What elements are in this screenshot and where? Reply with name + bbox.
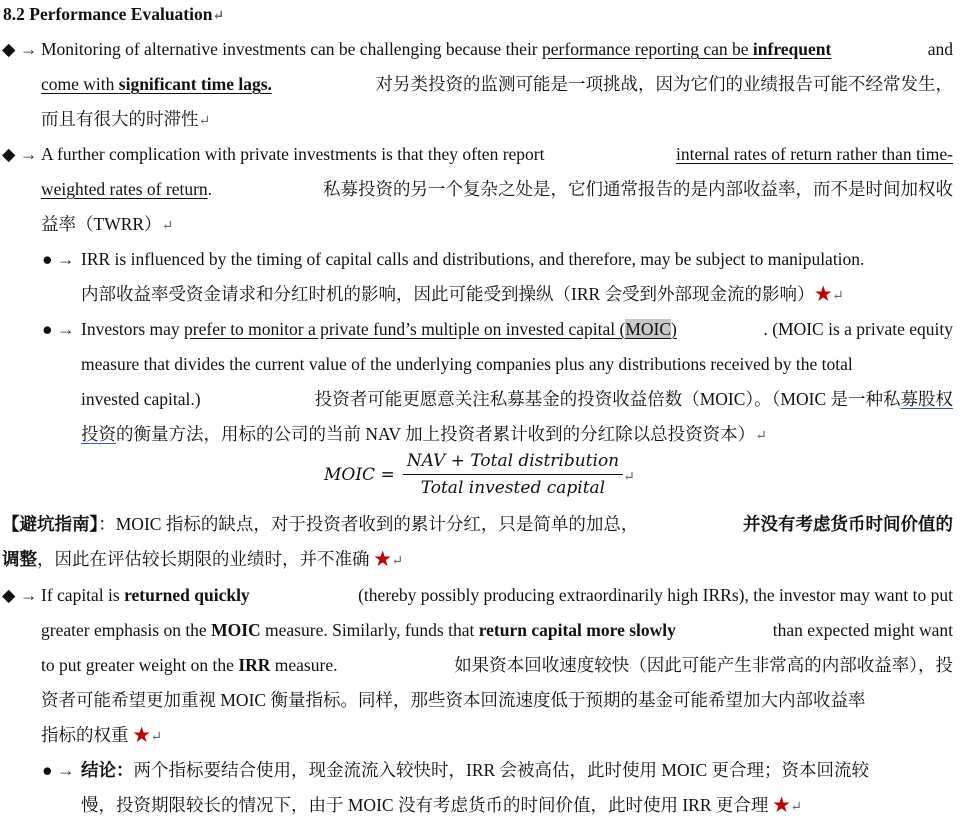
p3-line-4: 资者可能希望更加重视 MOIC 衡量指标。同样，那些资本回流速度低于预期的基金可能希望加大内部收益率 [41,690,866,710]
s2-line-1: Investors may prefer to monitor a private fund’s multiple on invested capital (MOIC) . (MOIC is a private equity [81,319,953,339]
paragraph-mark: ↵ [212,9,225,24]
p3-line-1: If capital is returned quickly (thereby possibly producing extraordinarily high IRRs), the investor may want to put [41,585,953,605]
section-heading: 8.2 Performance Evaluation↵ [3,4,225,24]
star-icon: ★ [132,725,151,745]
s2-line-3: invested capital.) 投资者可能更愿意关注私募基金的投资收益倍数（MOIC）。（MOIC 是一种私募股权 [81,389,953,409]
moic-formula: MOIC = $\frac{\text{NAV + Total distribution}}{\text{Total invested capital}}$ ↵ [324,451,635,498]
p2-line-3: 益率（TWRR）↵ [41,214,174,234]
s3-line-1: 结论：两个指标要结合使用，现金流流入较快时，IRR 会被高估，此时使用 MOIC 更合理；资本回流较 [81,760,869,780]
formula-denominator: Total invested capital [420,478,606,498]
p3-line-2: greater emphasis on the MOIC measure. Similarly, funds that return capital more slowly than expected might want [41,620,953,640]
tip-line-2: 调整，因此在评估较长期限的业绩时，并不准确 ★↵ [2,549,404,569]
p2-line-2: weighted rates of return. 私募投资的另一个复杂之处是，它们通常报告的是内部收益率，而不是时间加权收 [41,179,953,199]
s1-line-1: IRR is influenced by the timing of capital calls and distributions, and therefore, may be subject to manipulation. [81,249,865,269]
p1-line-3: 而且有很大的时滞性↵ [41,109,211,129]
tip-label: 【避坑指南】 [2,514,99,534]
p3-line-5: 指标的权重 ★↵ [41,725,163,745]
p3-line-3: to put greater weight on the IRR measure. 如果资本回收速度较快（因此可能产生非常高的内部收益率），投 [41,655,953,675]
conclusion-label: 结论： [81,760,134,780]
tip-line-1: 【避坑指南】：MOIC 指标的缺点，对于投资者收到的累计分红，只是简单的加总， 并没有考虑货币时间价值的 [2,514,953,534]
star-icon: ★ [814,284,833,304]
diamond-bullet-icon: ◆ → [2,39,38,59]
formula-fraction [403,450,623,499]
star-icon: ★ [373,549,392,569]
p1-line-1: Monitoring of alternative investments can be challenging because their performance reporting can be infrequent and [41,39,953,59]
dot-bullet-icon: ● → [42,249,75,269]
star-icon: ★ [772,795,791,815]
s3-line-2: 慢，投资期限较长的情况下，由于 MOIC 没有考虑货币的时间价值，此时使用 IRR 更合理 ★↵ [81,795,802,815]
s2-line-4: 投资的衡量方法，用标的公司的当前 NAV 加上投资者累计收到的分红除以总投资资本）↵ [81,424,767,444]
diamond-bullet-icon: ◆ → [2,144,38,164]
p2-line-1: A further complication with private investments is that they often report internal rates of return rather than time- [41,144,953,164]
moic-highlight: MOIC [625,319,672,339]
dot-bullet-icon: ● → [42,319,75,339]
s1-line-2: 内部收益率受资金请求和分红时机的影响，因此可能受到操纵（IRR 会受到外部现金流的影响）★↵ [81,284,844,304]
diamond-bullet-icon: ◆ → [2,585,38,605]
s2-line-2: measure that divides the current value of the underlying companies plus any distributions received by the total [81,354,853,374]
dot-bullet-icon: ● → [42,760,75,780]
formula-lhs: MOIC = [324,464,395,485]
formula-numerator: NAV + Total distribution [403,450,623,475]
p1-line-2: come with significant time lags. 对另类投资的监测可能是一项挑战，因为它们的业绩报告可能不经常发生， [41,74,953,94]
